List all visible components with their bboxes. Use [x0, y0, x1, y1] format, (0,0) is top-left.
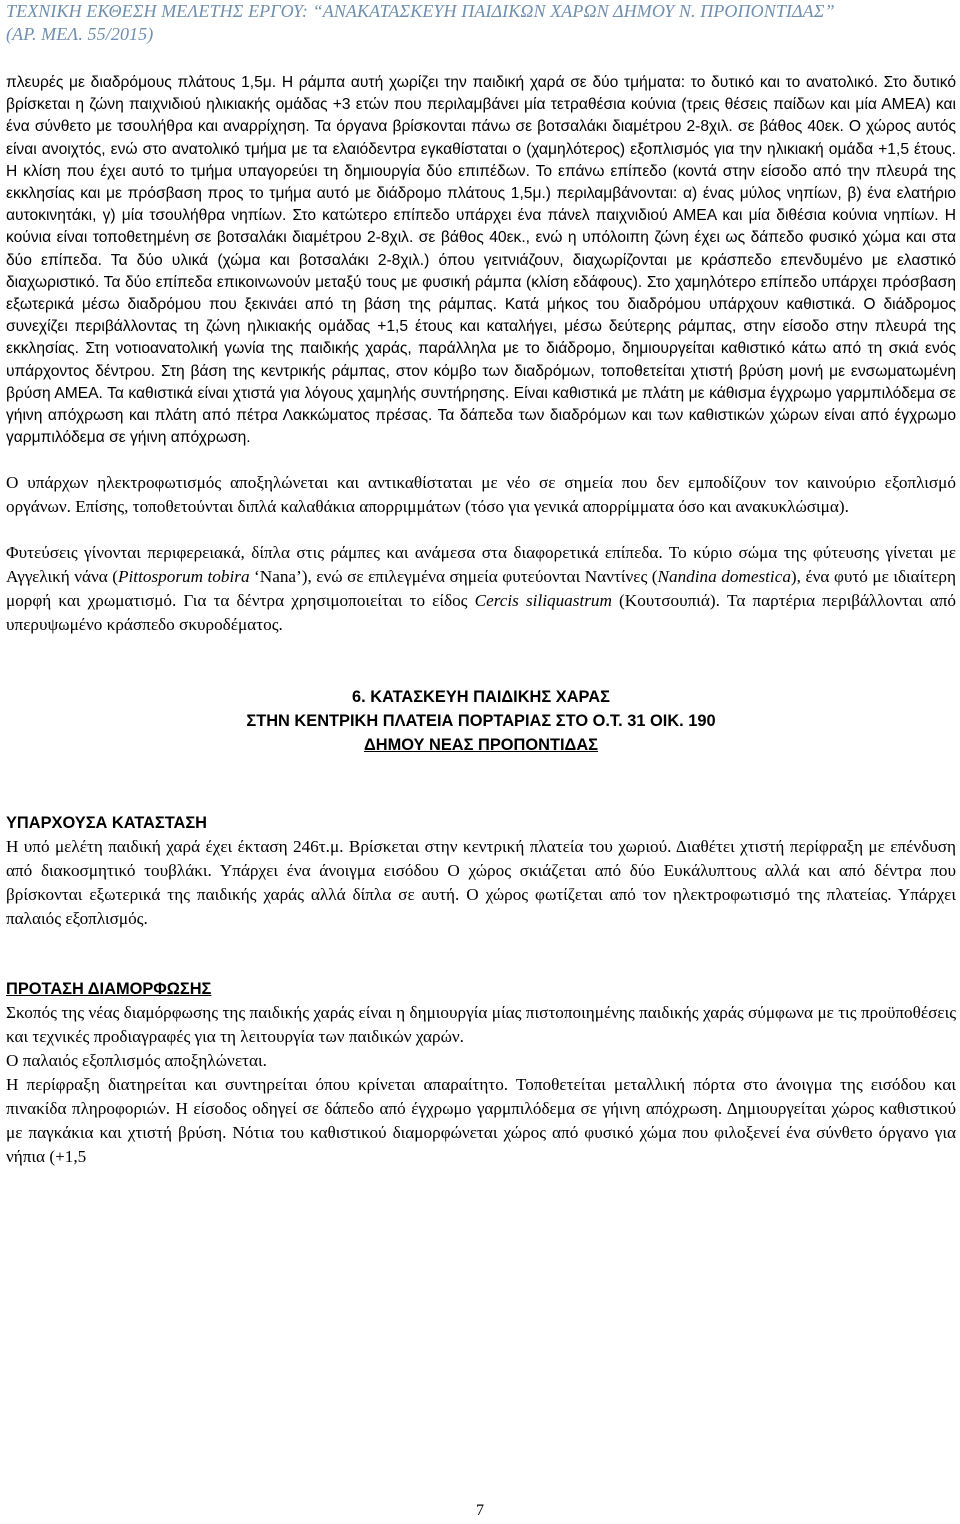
section-spacer: [6, 757, 956, 811]
species-pittosporum: Pittosporum tobira: [118, 567, 250, 587]
section-6-line-2: ΣΤΗΝ ΚΕΝΤΡΙΚΗ ΠΛΑΤΕΙΑ ΠΟΡΤΑΡΙΑΣ ΣΤΟ Ο.Τ. 31 ΟΙΚ. 190: [246, 712, 716, 731]
header-title: ΤΕΧΝΙΚΗ ΕΚΘΕΣΗ ΜΕΛΕΤΗΣ ΕΡΓΟΥ: “ΑΝΑΚΑΤΑΣΚΕΥΗ ΠΑΙΔΙΚΩΝ ΧΑΡΩΝ ΔΗΜΟΥ Ν. ΠΡΟΠΟΝΤΙΔΑΣ”: [6, 1, 835, 21]
page-number: 7: [476, 1502, 484, 1519]
running-header: [6, 0, 956, 46]
section-6-title: [6, 685, 956, 757]
document-body: [6, 72, 956, 1169]
section-6-line-3: ΔΗΜΟΥ ΝΕΑΣ ΠΡΟΠΟΝΤΙΔΑΣ: [363, 736, 598, 755]
section-spacer: [6, 931, 956, 977]
existing-state-heading: ΥΠΑΡΧΟΥΣΑ ΚΑΤΑΣΤΑΣΗ: [6, 814, 208, 833]
paragraph-playground-description: πλευρές με διαδρόμους πλάτους 1,5μ. Η ράμπα αυτή χωρίζει την παιδική χαρά σε δύο τμήματα: το δυτικό και το ανατολικό. Στο δυτικό βρίσκεται η ζώνη παιχνιδιού ηλικιακής ομάδας +3 ετών που περιλαμβάνει μία τετραθέσια κούνια (τρεις θέσεις παίδων και μία ΑΜΕΑ) και ένα σύνθετο με τσουλήθρα και αναρρίχηση. Τα όργανα βρίσκονται πάνω σε βοτσαλάκι διαμέτρου 2-8χιλ. σε βάθος 40εκ. Ο χώρος αυτός είναι ανοιχτός, ενώ στο ανατολικό τμήμα με τα ελαιόδεντρα εγκαθίσταται ο (χαμηλότερος) εξοπλισμός για την ηλικιακή ομάδα +1,5 έτους. Η κλίση που έχει αυτό το τμήμα υπαγορεύει τη δημιουργία δύο επιπέδων. Το επάνω επίπεδο (κοντά στην είσοδο από την πλευρά της εκκλησίας και με πρόσβαση προς το τμήμα αυτό με διάδρομο πλάτους 1,5μ.) περιλαμβάνονται: α) ένας μύλος νηπίων, β) ένα ελατήριο αυτοκινητάκι, γ) μία τσουλήθρα νηπίων. Στο κατώτερο επίπεδο υπάρχει ένα πάνελ παιχνιδιού ΑΜΕΑ και μία διθέσια κούνια νηπίων. Η κούνια είναι τοποθετημένη σε βοτσαλάκι διαμέτρου 2-8χιλ. σε βάθος 40εκ., ενώ η υπόλοιπη ζώνη έχει ως δάπεδο φυσικό χώμα και στα δύο επίπεδα. Τα δύο υλικά (χώμα και βοτσαλάκι 2-8χιλ.) όπου γειτνιάζουν, διαχωρίζονται με κράσπεδο επενδυμένο με ελαστικό διαχωριστικό. Τα δύο επίπεδα επικοινωνούν μεταξύ τους με φυσική ράμπα (κλίση εδάφους). Στο χαμηλότερο επίπεδο υπάρχει πρόσβαση εξωτερικά μέσω διαδρόμου που ξεκινάει από τη βάση της ράμπας. Κατά μήκος του διαδρόμου υπάρχουν καθιστικά. Ο διάδρομος συνεχίζει περιβάλλοντας τη ζώνη ηλικιακής ομάδας +1,5 έτους και καταλήγει, μέσω δεύτερης ράμπας, στην είσοδο στην πλευρά της εκκλησίας. Στη νοτιοανατολική γωνία της παιδικής χαράς, παράλληλα με το διάδρομο, δημιουργείται καθιστικό κάτω από τη σκιά ενός υπάρχοντος δέντρου. Στη βάση της κεντρικής ράμπας, στον κόμβο των διαδρόμων, τοποθετείται χτιστή βρύση μονή με ενσωματωμένη βρύση ΑΜΕΑ. Τα καθιστικά είναι χτιστά για λόγους χαμηλής συντήρησης. Είναι καθιστικά με πλάτη με κάθισμα έγχρωμο γαρμπιλόδεμα σε γήινη απόχρωση και πλάτη από πέτρα Λακκώματος πρέσας. Τα δάπεδα των διαδρόμων και των καθιστικών χώρων είναι από έγχρωμο γαρμπιλόδεμα σε γήινη απόχρωση.: [6, 74, 956, 447]
existing-state-text: Η υπό μελέτη παιδική χαρά έχει έκταση 246τ.μ. Βρίσκεται στην κεντρική πλατεία του χωριού. Διαθέτει χτιστή περίφραξη με επένδυση από διακοσμητικό τουβλάκι. Υπάρχει ένα άνοιγμα εισόδου Ο χώρος σκιάζεται από δύο Ευκάλυπτους αλλά και από δέντρα που βρίσκονται εξωτερικά της παιδικής χαράς αλλά δίπλα σε αυτή. Ο χώρος φωτίζεται από τον ηλεκτροφωτισμό της πλατείας. Υπάρχει παλαιός εξοπλισμός.: [6, 837, 956, 929]
proposal-text-1: Σκοπός της νέας διαμόρφωσης της παιδικής χαράς είναι η δημιουργία μίας πιστοποιημένης παιδικής χαράς σύμφωνα με τις προϋποθέσεις και τεχνικές προδιαγραφές για τη λειτουργία των παιδικών χαρών.: [6, 1003, 956, 1047]
species-nandina: Nandina domestica: [657, 567, 791, 587]
paragraph-lighting: Ο υπάρχων ηλεκτροφωτισμός αποξηλώνεται και αντικαθίσταται με νέο σε σημεία που δεν εμποδίζουν τον καινούριο εξοπλισμό οργάνων. Επίσης, τοποθετούνται διπλά καλαθάκια απορριμμάτων (τόσο για γενικά απορρίμματα όσο και ανακυκλώσιμα).: [6, 473, 956, 517]
species-cercis: Cercis siliquastrum: [474, 591, 612, 611]
proposal-text-3: Η περίφραξη διατηρείται και συντηρείται όπου κρίνεται απαραίτητο. Τοποθετείται μεταλλική πόρτα στο άνοιγμα της εισόδου και πινακίδα πληροφοριών. Η είσοδος οδηγεί σε δάπεδο από έγχρωμο γαρμπιλόδεμα σε γήινη απόχρωση. Δημιουργείται χώρος καθιστικού με παγκάκια και χτιστή βρύση. Νότια του καθιστικού διαμορφώνεται χώρος από φυσικό χώμα που φιλοξενεί ένα σύνθετο όργανο για νήπια (+1,5: [6, 1075, 956, 1167]
section-spacer: [6, 637, 956, 685]
proposal-heading: ΠΡΟΤΑΣΗ ΔΙΑΜΟΡΦΩΣΗΣ: [6, 980, 212, 999]
header-reference: (ΑΡ. ΜΕΛ. 55/2015): [6, 24, 154, 44]
paragraph-spacer: [6, 449, 956, 471]
paragraph-spacer: [6, 519, 956, 541]
proposal-text-2: Ο παλαιός εξοπλισμός αποξηλώνεται.: [6, 1051, 267, 1071]
planting-text-3: ), ένα φυτό με ιδιαίτερη μορφή και χρωματισμό. Για τα δέντρα χρησιμοποιείται το είδος: [6, 567, 956, 611]
section-6-line-1: 6. ΚΑΤΑΣΚΕΥΗ ΠΑΙΔΙΚΗΣ ΧΑΡΑΣ: [352, 688, 610, 707]
paragraph-planting: [6, 541, 956, 637]
planting-text-4: (Κουτσουπιά). Τα παρτέρια περιβάλλονται από υπερυψωμένο κράσπεδο σκυροδέματος.: [6, 591, 956, 635]
planting-text-1: Φυτεύσεις γίνονται περιφερειακά, δίπλα στις ράμπες και ανάμεσα στα διαφορετικά επίπεδα. Το κύριο σώμα της φύτευσης γίνεται με Αγγελική νάνα (: [6, 543, 956, 587]
planting-text-2: ‘Nana’), ενώ σε επιλεγμένα σημεία φυτεύονται Ναντίνες (: [249, 567, 658, 587]
